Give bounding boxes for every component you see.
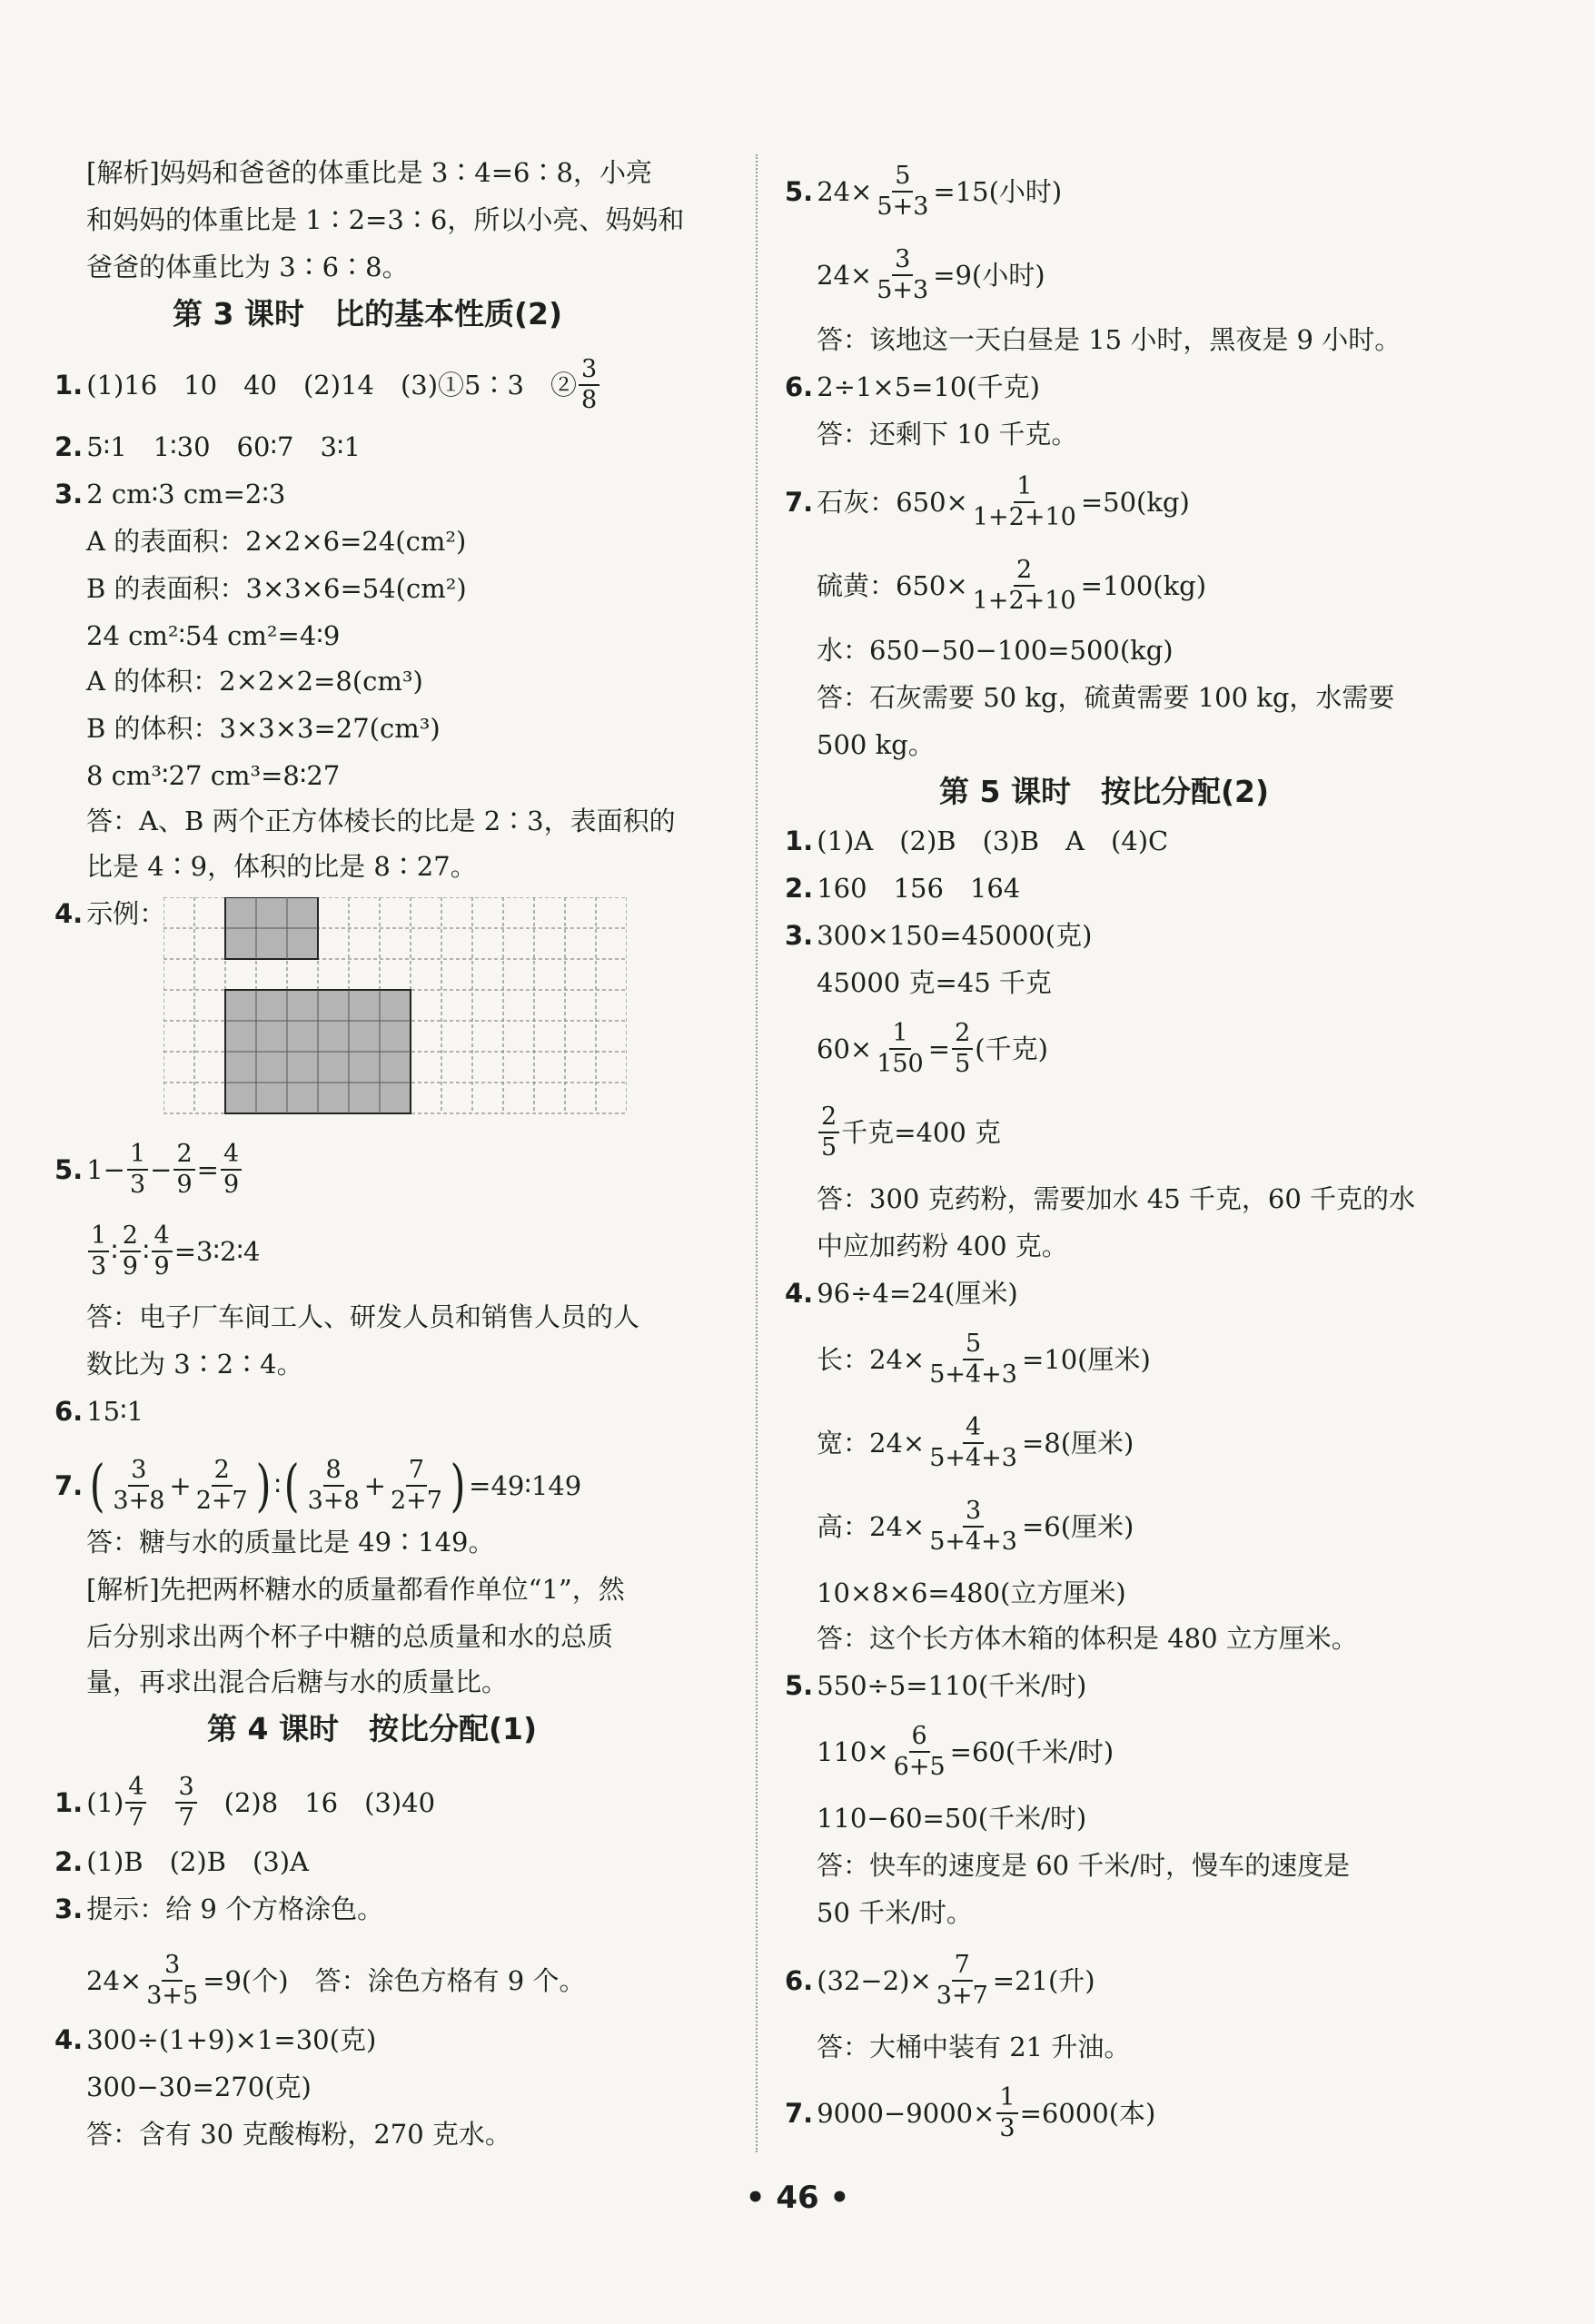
- answer-line: 答：这个长方体木箱的体积是 480 立方厘米。: [817, 1623, 1358, 1654]
- answer-line: A 的体积：2×2×2=8(cm³): [86, 666, 423, 697]
- analysis-line: 爸爸的体重比为 3∶6∶8。: [86, 252, 409, 282]
- l3-question-6: 6. 15∶1: [54, 1396, 144, 1427]
- lesson-3-title: 第 3 课时 比的基本性质(2): [173, 296, 563, 331]
- lesson-5-title: 第 5 课时 按比分配(2): [939, 774, 1270, 809]
- l3-question-2: 2. 5∶1 1∶30 60∶7 3∶1: [54, 431, 361, 462]
- l5-question-7: 7. 9000−9000× $\frac{1}{3}$ =6000(本): [785, 2083, 1156, 2142]
- answer-line: A 的表面积：2×2×6=24(cm²): [86, 526, 467, 557]
- fraction-line: 110× $\frac{6}{6+5}$ =60(千米/时): [817, 1722, 1115, 1781]
- r-question-5: 5. 24× $\frac{5}{5+3}$ =15(小时): [785, 162, 1063, 221]
- small-shaded-square: [225, 897, 318, 959]
- l4-question-4: 4. 300÷(1+9)×1=30(克): [54, 2024, 377, 2055]
- fraction-line: 长：24× $\frac{5}{5+4+3}$ =10(厘米): [817, 1330, 1151, 1389]
- answer-line: 答：糖与水的质量比是 49∶149。: [86, 1527, 495, 1558]
- fraction-line: 60× $\frac{1}{150}$ = $\frac{2}{5}$ (千克): [817, 1019, 1048, 1078]
- analysis-line: 和妈妈的体重比是 1∶2=3∶6，所以小亮、妈妈和: [86, 204, 685, 235]
- answer-line: 8 cm³∶27 cm³=8∶27: [86, 760, 341, 791]
- page-number: • 46 •: [745, 2180, 850, 2216]
- answer-line: 数比为 3∶2∶4。: [86, 1349, 303, 1380]
- l5-question-3: 3. 300×150=45000(克): [785, 920, 1093, 951]
- l5-question-1: 1. (1)A (2)B (3)B A (4)C: [785, 826, 1169, 856]
- l3-question-7: 7. ( $\frac{3}{3+8}$ + $\frac{2}{2+7}$ ) ∶ ( $\frac{8}{3+8}$ + $\frac{7}{2+7}$ ) =49∶149: [54, 1452, 582, 1518]
- large-shaded-rectangle: [225, 990, 411, 1113]
- column-divider: [756, 154, 758, 2152]
- analysis-line: 量，再求出混合后糖与水的质量比。: [86, 1666, 509, 1697]
- answer-line: 50 千米/时。: [817, 1897, 973, 1928]
- answer-line: 答：大桶中装有 21 升油。: [817, 2032, 1131, 2062]
- answer-line: 答：A、B 两个正方体棱长的比是 2∶3，表面积的: [86, 806, 676, 836]
- ratio-line: $\frac{1}{3}$ ∶ $\frac{2}{9}$ ∶ $\frac{4}{9}$ =3∶2∶4: [86, 1228, 260, 1275]
- answer-line: 答：石灰需要 50 kg，硫黄需要 100 kg，水需要: [817, 682, 1395, 713]
- lesson-4-title: 第 4 课时 按比分配(1): [207, 1711, 538, 1746]
- analysis-line: 后分别求出两个杯子中糖的总质量和水的总质: [86, 1621, 614, 1652]
- fraction-line: 高：24× $\frac{3}{5+4+3}$ =6(厘米): [817, 1497, 1134, 1556]
- answer-line: 110−60=50(千米/时): [817, 1803, 1087, 1834]
- grid-example-figure: [163, 897, 627, 1117]
- l5-question-2: 2. 160 156 164: [785, 873, 1021, 904]
- fraction-line: $\frac{2}{5}$ 千克=400 克: [817, 1101, 1001, 1164]
- answer-line: 答：电子厂车间工人、研发人员和销售人员的人: [86, 1301, 640, 1332]
- answer-line: 24 cm²∶54 cm²=4∶9: [86, 620, 341, 651]
- answer-line: 答：含有 30 克酸梅粉，270 克水。: [86, 2119, 511, 2150]
- answer-line: 比是 4∶9，体积的比是 8∶27。: [86, 851, 477, 882]
- l3-question-3: 3. 2 cm∶3 cm=2∶3: [54, 479, 286, 509]
- answer-line: 中应加药粉 400 克。: [817, 1231, 1068, 1261]
- answer-line: 答：还剩下 10 千克。: [817, 419, 1078, 450]
- answer-line: 10×8×6=480(立方厘米): [817, 1577, 1126, 1608]
- answer-line: 水：650−50−100=500(kg): [817, 635, 1174, 666]
- l5-question-6: 6. (32−2)× $\frac{7}{3+7}$ =21(升): [785, 1951, 1095, 2010]
- r-question-7: 7. 石灰：650× $\frac{1}{1+2+10}$ =50(kg): [785, 472, 1190, 531]
- r-question-6: 6. 2÷1×5=10(千克): [785, 371, 1040, 402]
- answer-line: B 的表面积：3×3×6=54(cm²): [86, 573, 467, 604]
- l4-question-2: 2. (1)B (2)B (3)A: [54, 1846, 310, 1877]
- analysis-line: [解析]妈妈和爸爸的体重比是 3∶4=6∶8，小亮: [86, 157, 652, 188]
- l4-question-1: 1. (1) $\frac{4}{7}$ $\frac{3}{7}$ (2)8 16 (3)40: [54, 1773, 436, 1832]
- answer-line: 500 kg。: [817, 729, 935, 760]
- l5-question-5: 5. 550÷5=110(千米/时): [785, 1670, 1087, 1701]
- l4-question-3: 3. 提示：给 9 个方格涂色。: [54, 1894, 384, 1924]
- fraction-line: 24× $\frac{3}{5+3}$ =9(小时): [817, 245, 1045, 304]
- l3-question-4: 4. 示例：: [54, 898, 166, 929]
- fraction-line: 硫黄：650× $\frac{2}{1+2+10}$ =100(kg): [817, 556, 1207, 615]
- l5-question-4: 4. 96÷4=24(厘米): [785, 1278, 1018, 1309]
- answer-line: 答：300 克药粉，需要加水 45 千克，60 千克的水: [817, 1183, 1416, 1214]
- l3-question-5: 5. 1− $\frac{1}{3}$ − $\frac{2}{9}$ = $\frac{4}{9}$: [54, 1146, 243, 1193]
- fraction-line: 24× $\frac{3}{3+5}$ =9(个) 答：涂色方格有 9 个。: [86, 1951, 586, 2010]
- answer-line: 答：快车的速度是 60 千米/时，慢车的速度是: [817, 1850, 1351, 1881]
- fraction-line: 宽：24× $\frac{4}{5+4+3}$ =8(厘米): [817, 1413, 1134, 1472]
- answer-line: B 的体积：3×3×3=27(cm³): [86, 713, 441, 744]
- answer-line: 答：该地这一天白昼是 15 小时，黑夜是 9 小时。: [817, 324, 1402, 355]
- l3-question-1: 1. (1)16 10 40 (2)14 (3)①5∶3 ② $\frac{3}{8}$: [54, 361, 601, 409]
- answer-line: 45000 克=45 千克: [817, 967, 1052, 998]
- analysis-line: [解析]先把两杯糖水的质量都看作单位“1”，然: [86, 1574, 625, 1605]
- answer-line: 300−30=270(克): [86, 2072, 312, 2102]
